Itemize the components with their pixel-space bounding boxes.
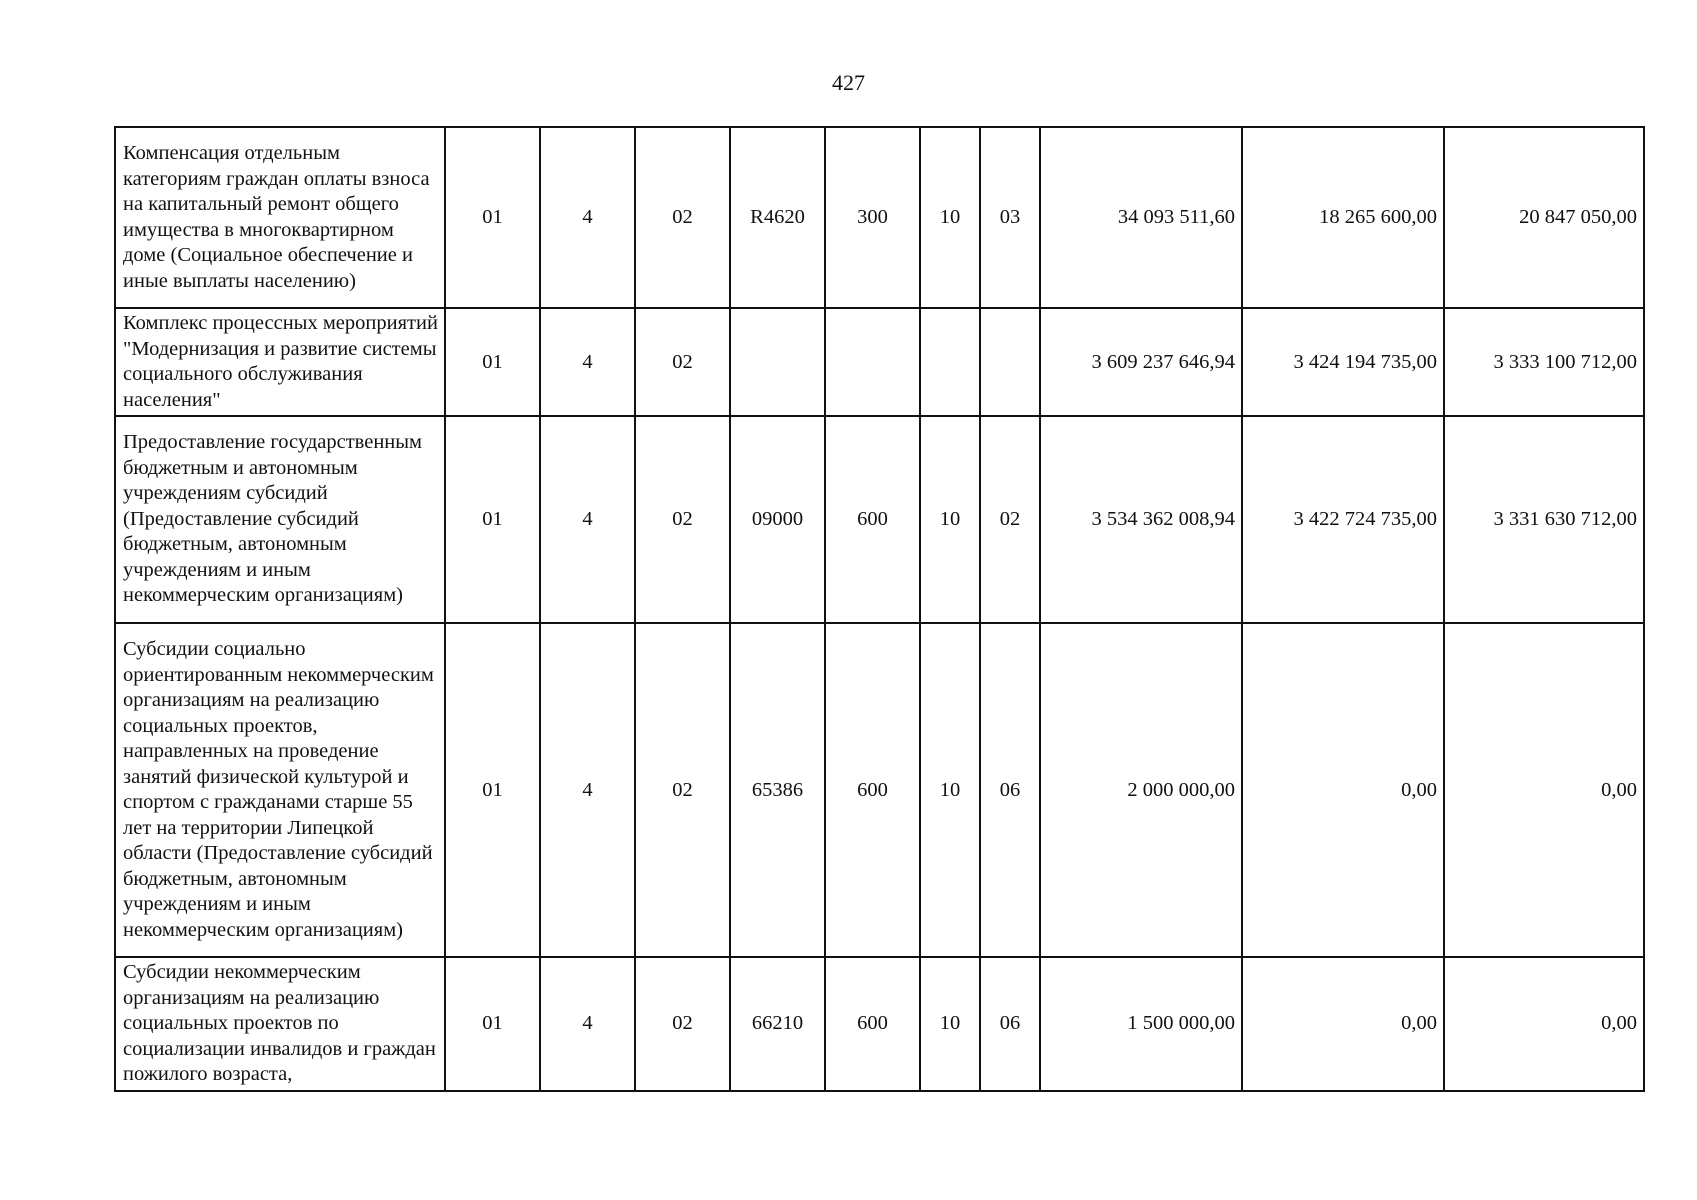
row-description: Субсидии социально ориентированным некоммерческим организациям на реализацию социальных проектов, направленных на проведение занятий физической культурой и спортом с гражданами старше 55 лет на территории Липецкой области (Предоставление субсидий бюджетным, автономным учреждениям и иным некоммерческим организациям) [115,623,445,957]
expense-type-code: 300 [825,127,920,308]
budget-table [114,126,1645,1092]
amount-year-1: 3 534 362 008,94 [1040,416,1242,623]
amount-year-2: 0,00 [1242,957,1444,1091]
subprogram-type-code: 4 [540,308,635,416]
structural-element-code: 02 [635,127,730,308]
subprogram-type-code: 4 [540,416,635,623]
expense-type-code: 600 [825,957,920,1091]
row-description: Предоставление государственным бюджетным и автономным учреждениям субсидий (Предоставление субсидий бюджетным, автономным учреждениям и иным некоммерческим организациям) [115,416,445,623]
structural-element-code: 02 [635,308,730,416]
program-code: 01 [445,308,540,416]
amount-year-3: 0,00 [1444,623,1644,957]
section-code: 10 [920,957,980,1091]
page-number: 427 [832,70,865,95]
table-row [115,957,1644,1091]
program-code: 01 [445,957,540,1091]
row-description: Комплекс процессных мероприятий "Модернизация и развитие системы социального обслуживания населения" [115,308,445,416]
row-description: Компенсация отдельным категориям граждан оплаты взноса на капитальный ремонт общего имущества в многоквартирном доме (Социальное обеспечение и иные выплаты населению) [115,127,445,308]
amount-year-3: 20 847 050,00 [1444,127,1644,308]
section-code: 10 [920,623,980,957]
table-row [115,308,1644,416]
table-row [115,623,1644,957]
subsection-code: 03 [980,127,1040,308]
direction-code: R4620 [730,127,825,308]
structural-element-code: 02 [635,957,730,1091]
table-row [115,127,1644,308]
amount-year-2: 3 422 724 735,00 [1242,416,1444,623]
subsection-code: 06 [980,623,1040,957]
row-description: Субсидии некоммерческим организациям на реализацию социальных проектов по социализации инвалидов и граждан пожилого возраста, [115,957,445,1091]
subsection-code: 02 [980,416,1040,623]
subsection-code: 06 [980,957,1040,1091]
section-code: 10 [920,416,980,623]
direction-code [730,308,825,416]
program-code: 01 [445,127,540,308]
subprogram-type-code: 4 [540,623,635,957]
structural-element-code: 02 [635,623,730,957]
amount-year-2: 18 265 600,00 [1242,127,1444,308]
amount-year-2: 3 424 194 735,00 [1242,308,1444,416]
expense-type-code: 600 [825,623,920,957]
section-code: 10 [920,127,980,308]
amount-year-1: 3 609 237 646,94 [1040,308,1242,416]
amount-year-3: 0,00 [1444,957,1644,1091]
amount-year-3: 3 331 630 712,00 [1444,416,1644,623]
program-code: 01 [445,416,540,623]
program-code: 01 [445,623,540,957]
table-row [115,416,1644,623]
amount-year-1: 34 093 511,60 [1040,127,1242,308]
subprogram-type-code: 4 [540,127,635,308]
structural-element-code: 02 [635,416,730,623]
expense-type-code: 600 [825,416,920,623]
amount-year-3: 3 333 100 712,00 [1444,308,1644,416]
section-code [920,308,980,416]
direction-code: 09000 [730,416,825,623]
subprogram-type-code: 4 [540,957,635,1091]
amount-year-1: 2 000 000,00 [1040,623,1242,957]
amount-year-2: 0,00 [1242,623,1444,957]
direction-code: 66210 [730,957,825,1091]
subsection-code [980,308,1040,416]
direction-code: 65386 [730,623,825,957]
expense-type-code [825,308,920,416]
amount-year-1: 1 500 000,00 [1040,957,1242,1091]
